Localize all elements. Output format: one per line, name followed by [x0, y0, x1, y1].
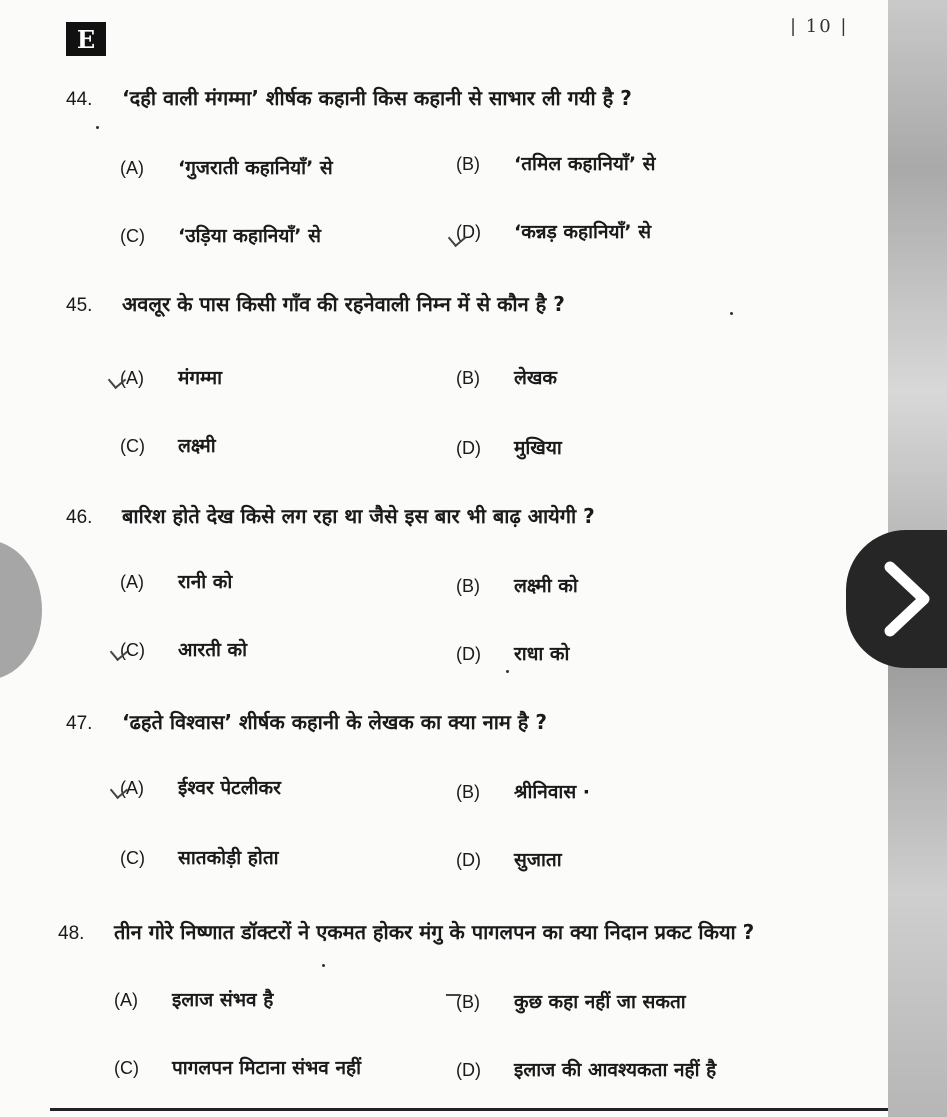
ink-dot: [730, 312, 733, 315]
option-label: (C): [120, 226, 145, 246]
option-text: ‘गुजराती कहानियाँ’ से: [178, 157, 333, 179]
option-label: (A): [120, 778, 144, 798]
question-number: 48.: [58, 923, 85, 944]
option-text: सातकोड़ी होता: [178, 847, 279, 869]
option-label: (C): [120, 848, 145, 868]
option-text: मुखिया: [514, 437, 562, 459]
option-text: राधा को: [514, 643, 570, 665]
option-text: लक्ष्मी को: [514, 575, 578, 597]
option-48-a[interactable]: [114, 986, 273, 1012]
option-45-a[interactable]: [120, 364, 222, 390]
set-code-badge: E: [66, 22, 106, 56]
bottom-rule: [50, 1108, 888, 1111]
option-47-b[interactable]: [456, 778, 590, 804]
question-text: बारिश होते देख किसे लग रहा था जैसे इस बार भी बाढ़ आयेगी ?: [122, 504, 595, 528]
question-48: [58, 918, 754, 945]
question-45: [66, 290, 565, 317]
option-label: (D): [456, 222, 481, 242]
option-label: (A): [120, 158, 144, 178]
option-label: (B): [456, 576, 480, 596]
option-45-d[interactable]: [456, 434, 562, 460]
question-text: ‘ढहते विश्वास’ शीर्षक कहानी के लेखक का क्या नाम है ?: [122, 710, 547, 734]
option-text: ईश्वर पेटलीकर: [178, 777, 281, 799]
option-text: ‘उड़िया कहानियाँ’ से: [178, 225, 321, 247]
ink-dot: [96, 126, 99, 129]
question-number: 44.: [66, 89, 93, 110]
previous-page-button[interactable]: [0, 540, 42, 680]
ink-dot: [506, 670, 509, 673]
option-text: ‘कन्नड़ कहानियाँ’ से: [514, 221, 652, 243]
option-text: आरती को: [178, 639, 248, 661]
option-text: लक्ष्मी: [178, 435, 216, 457]
option-text: कुछ कहा नहीं जा सकता: [514, 991, 686, 1013]
question-number: 47.: [66, 713, 93, 734]
question-number: 46.: [66, 507, 93, 528]
option-48-b[interactable]: [456, 988, 686, 1014]
question-number: 45.: [66, 295, 93, 316]
option-text: मंगम्मा: [178, 367, 223, 389]
option-label: (C): [114, 1058, 139, 1078]
option-label: (D): [456, 850, 481, 870]
option-text: श्रीनिवास ·: [514, 781, 591, 803]
option-46-c[interactable]: [120, 636, 247, 662]
option-label: (C): [120, 640, 145, 660]
question-text: तीन गोरे निष्णात डॉक्टरों ने एकमत होकर मंगु के पागलपन का क्या निदान प्रकट किया ?: [114, 920, 755, 944]
option-47-a[interactable]: [120, 774, 281, 800]
question-44: [66, 84, 632, 111]
question-47: [66, 708, 547, 735]
answer-tick-mark: [446, 994, 460, 996]
option-44-b[interactable]: [456, 150, 656, 176]
option-46-b[interactable]: [456, 572, 578, 598]
option-label: (C): [120, 436, 145, 456]
option-text: इलाज संभव है: [172, 989, 274, 1011]
option-44-a[interactable]: [120, 154, 333, 180]
option-text: ‘तमिल कहानियाँ’ से: [514, 153, 656, 175]
option-45-b[interactable]: [456, 364, 557, 390]
option-text: इलाज की आवश्यकता नहीं है: [514, 1059, 717, 1081]
option-44-d[interactable]: [456, 218, 651, 244]
option-label: (B): [456, 782, 480, 802]
option-45-c[interactable]: [120, 432, 216, 458]
option-label: (B): [456, 992, 480, 1012]
option-label: (D): [456, 1060, 481, 1080]
option-47-c[interactable]: [120, 844, 279, 870]
option-text: पागलपन मिटाना संभव नहीं: [172, 1057, 362, 1079]
option-text: लेखक: [514, 367, 558, 389]
option-text: सुजाता: [514, 849, 562, 871]
option-48-d[interactable]: [456, 1056, 716, 1082]
option-label: (D): [456, 438, 481, 458]
option-text: रानी को: [178, 571, 233, 593]
option-48-c[interactable]: [114, 1054, 361, 1080]
question-text: अवलूर के पास किसी गाँव की रहनेवाली निम्न में से कौन है ?: [122, 292, 565, 316]
option-47-d[interactable]: [456, 846, 562, 872]
question-46: [66, 502, 595, 529]
option-44-c[interactable]: [120, 222, 321, 248]
option-46-a[interactable]: [120, 568, 232, 594]
page-number: | 10 |: [790, 16, 849, 37]
option-label: (B): [456, 154, 480, 174]
chevron-right-icon: [880, 559, 936, 639]
ink-dot: [322, 964, 325, 967]
option-label: (A): [120, 572, 144, 592]
option-label: (D): [456, 644, 481, 664]
next-page-button[interactable]: [846, 530, 947, 668]
question-text: ‘दही वाली मंगम्मा’ शीर्षक कहानी किस कहानी से साभार ली गयी है ?: [122, 86, 632, 110]
option-label: (B): [456, 368, 480, 388]
option-label: (A): [114, 990, 138, 1010]
option-label: (A): [120, 368, 144, 388]
option-46-d[interactable]: [456, 640, 569, 666]
